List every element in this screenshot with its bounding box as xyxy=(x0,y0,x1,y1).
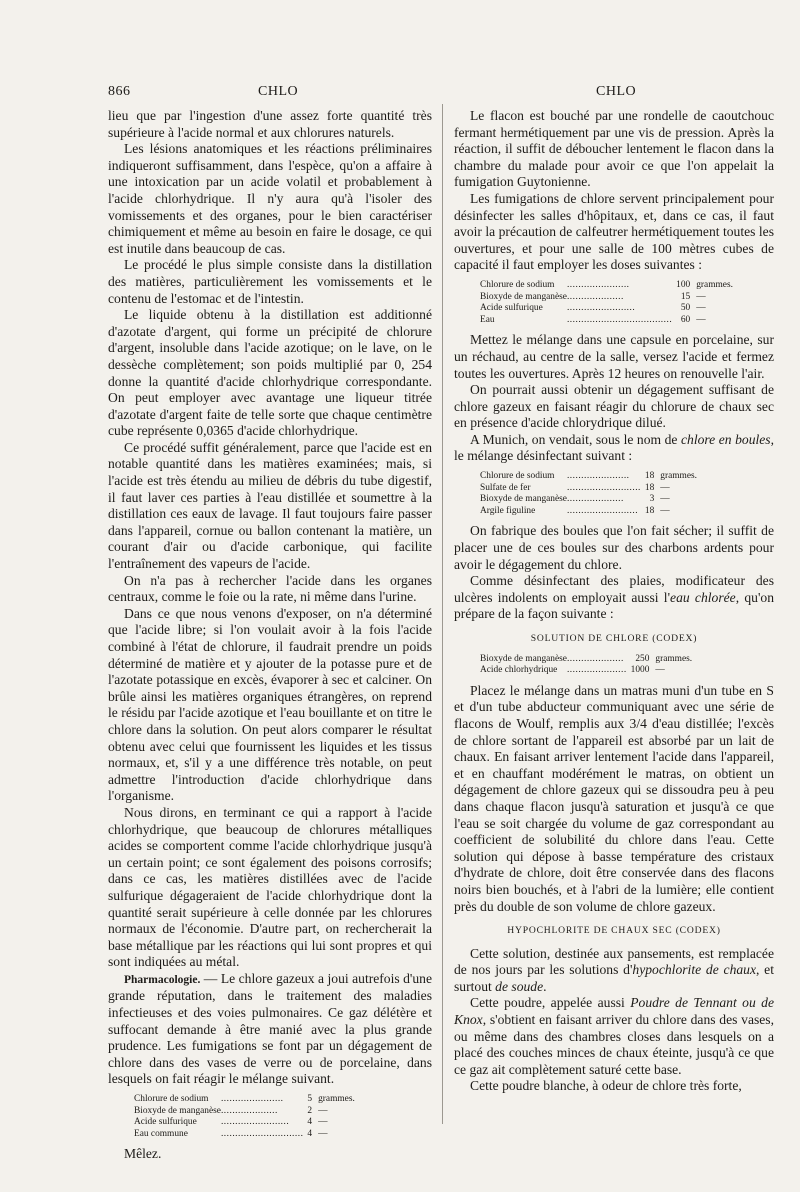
leader-dots: ........................ xyxy=(220,1117,290,1128)
ingredient-quantity: 50 xyxy=(680,303,691,314)
leader-dots: .......................... xyxy=(566,482,641,493)
right-column xyxy=(454,108,774,1095)
ingredient-name: Sulfate de fer xyxy=(480,482,531,493)
recipe-table xyxy=(480,471,697,517)
leader-dots: ........................ xyxy=(566,303,636,314)
paragraph xyxy=(454,946,774,996)
ingredient-name: Chlorure de sodium xyxy=(480,279,555,290)
paragraph: Mettez le mélange dans une capsule en porcelaine, sur un réchaud, au centre de la salle, versez l'acide et fermez toutes les ouvertures. Après 12 heures on renouvelle l'air. xyxy=(454,332,774,381)
ingredient-name: Eau commune xyxy=(134,1128,188,1139)
ingredient-quantity: 4 xyxy=(307,1128,313,1139)
recipe-row xyxy=(134,1106,355,1118)
paragraph: Placez le mélange dans un matras muni d'un tube en S et d'un tube abducteur communiquant avec une série de flacons de Woulf, remplis aux 3/4 d'eau distillée; l'excès de chlore sortant de l'appareil est absorbé par un lait de chaux. En faisant arriver lentement l'acide dans l'appareil, et en chauffant modérément le matras, on obtient un dégagement de chlore gazeux qui se dissoudra peu à peu dans chaque flacon jusqu'à saturation et jusqu'à ce que l'eau se soit chargée du volume de gaz correspondant au coefficient de solubilité du chlore dans l'eau. Cette solution qui dépose à basse température des cristaux d'hydrate de chlore, doit être conservée dans des flacons noirs bien bouchés, et à l'abri de la lumière; elle contient près du double de son volume de chlore gazeux. xyxy=(454,682,774,914)
ingredient-quantity: 3 xyxy=(649,494,655,505)
ingredient-unit: grammes. xyxy=(660,471,697,482)
ingredient-quantity: 4 xyxy=(307,1117,313,1128)
recipe-row xyxy=(134,1117,355,1129)
ingredient-quantity: 18 xyxy=(644,482,655,493)
ingredient-unit: grammes. xyxy=(655,653,693,664)
leader-dots: ............................. xyxy=(220,1128,304,1139)
ingredient-unit: grammes. xyxy=(318,1094,355,1105)
ingredient-name: Bioxyde de manganèse xyxy=(480,653,567,664)
recipe-row xyxy=(480,280,733,292)
ingredient-unit: — xyxy=(318,1117,328,1128)
section-heading-pharmacologie: Pharmacologie. xyxy=(124,973,201,986)
ingredient-quantity: 100 xyxy=(676,279,691,290)
ingredient-name: Chlorure de sodium xyxy=(134,1094,209,1105)
text: . xyxy=(543,978,547,994)
ingredient-unit: grammes. xyxy=(696,279,733,290)
ingredient-name: Bioxyde de manganèse xyxy=(134,1105,221,1116)
recipe-row xyxy=(134,1129,355,1141)
ingredient-unit: — xyxy=(660,505,670,516)
leader-dots: ..................................... xyxy=(566,314,673,325)
text: Cette poudre, appelée aussi xyxy=(470,995,631,1011)
recipe-row xyxy=(480,471,697,483)
recipe-row xyxy=(480,483,697,495)
ingredient-quantity: 15 xyxy=(680,291,691,302)
ingredient-unit: — xyxy=(696,303,706,314)
leader-dots: ......................... xyxy=(566,505,639,516)
leader-dots: .................... xyxy=(220,1105,278,1116)
ingredient-name: Acide sulfurique xyxy=(480,303,543,314)
text: Comme désinfectant des plaies, modificateur des ulcères indolents on employait aussi l' xyxy=(454,573,774,605)
text: Cette solution, destinée aux pansements, est remplacée de nos jours par les solutions d' xyxy=(454,945,774,978)
paragraph xyxy=(454,573,774,623)
paragraph: On n'a pas à rechercher l'acide dans les organes centraux, comme le foie ou la rate, ni même dans l'urine. xyxy=(108,572,432,605)
text: , qu'on prépare de la façon suivante : xyxy=(454,589,774,622)
leader-dots: ...................... xyxy=(220,1094,284,1105)
ingredient-unit: — xyxy=(655,665,665,676)
instruction-text: Mêlez. xyxy=(124,1146,162,1162)
ingredient-unit: — xyxy=(318,1105,328,1116)
recipe-row xyxy=(480,654,692,666)
paragraph: Nous dirons, en terminant ce qui a rapport à l'acide chlorhydrique, que beaucoup de chlorures métalliques acides se comportent comme l'acide chlorhydrique jusqu'à un certain point; ce sont également des poisons corrosifs; dans ce cas, les matières distillées avec de l'acide sulfurique dégageraient de l'acide chlorhydrique dont la quantité serait supérieure à celle donnée par les chlorures normaux de l'économie. D'autre part, on rechercherait la base métallique par les réactions qui lui sont propres et qui sont indiquées au métal. xyxy=(108,804,432,970)
leader-dots: .................... xyxy=(566,653,624,664)
ingredient-quantity: 2 xyxy=(307,1105,313,1116)
paragraph: Le liquide obtenu à la distillation est additionné d'azotate d'argent, qui forme un précipité de chlorure d'argent, insoluble dans l'acide azotique; on le lave, on le dessèche complètement; son poids multiplié par 0, 254 donne la quantité d'acide chlorhydrique correspondante. On peut employer avec avantage une liqueur titrée d'azotate d'argent faite de telle sorte que chaque centimètre cube représente 0,0365 d'acide chlorhydrique. xyxy=(108,307,432,439)
ingredient-name: Acide sulfurique xyxy=(134,1117,197,1128)
paragraph: Dans ce que nous venons d'exposer, on n'a déterminé que l'acide libre; si l'on voulait avoir à la fois l'acide combiné à l'état de chlorure, il faudrait prendre un poids déterminé de matière et y ajouter de la potasse pure et de l'azotate potassique en excès, évaporer à sec et calciner. On brûle ainsi les matières organiques étrangères, on reprend le résidu par l'acide azotique et l'eau bouillante et on titre le chlore dans la solution. On peut alors comparer le résultat obtenu avec celui que fournissent les liquides et les tissus normaux, et, s'il y a une différence très notable, on peut admettre l'introduction d'acide chlorhydrique dans l'organisme. xyxy=(108,605,432,804)
text: , et surtout xyxy=(454,962,774,994)
leader-dots: .................... xyxy=(566,494,624,505)
recipe-table xyxy=(480,654,692,677)
ingredient-name: Eau xyxy=(480,314,495,325)
ingredient-quantity: 1000 xyxy=(630,665,650,676)
right-running-title: CHLO xyxy=(596,84,637,99)
text: , s'obtient en faisant arriver du chlore dans des vases, ou même dans des chambres closes dans lesquels on a placé des couches minces de chaux éteinte, jusqu'à ce que ce gaz ait complètement saturé cette base. xyxy=(454,1012,774,1077)
section-heading-hypochlorite: HYPOCHLORITE DE CHAUX SEC (CODEX) xyxy=(507,925,721,937)
italic-text: de soude xyxy=(495,978,544,994)
ingredient-unit: — xyxy=(318,1128,328,1139)
left-running-title: CHLO xyxy=(258,84,299,99)
paragraph: lieu que par l'ingestion d'une assez forte quantité très supérieure à l'acide normal et aux chlorures naturels. xyxy=(108,108,432,140)
ingredient-name: Bioxyde de manganèse xyxy=(480,494,567,505)
paragraph: Le procédé le plus simple consiste dans la distillation des matières, particulièrement les vomissements et le contenu de l'estomac et de l'intestin. xyxy=(108,257,432,306)
ingredient-name: Bioxyde de manganèse xyxy=(480,291,567,302)
paragraph: Cette poudre blanche, à odeur de chlore très forte, xyxy=(470,1078,742,1094)
paragraph xyxy=(108,971,432,1088)
leader-dots: .................... xyxy=(566,291,624,302)
page-number: 866 xyxy=(108,84,131,99)
paragraph: Ce procédé suffit généralement, parce que l'acide est en notable quantité dans les matières examinées; mais, si l'acide est très étendu au milieu de débris du tube digestif, il faut laver ces parties à l'eau distillée et soumettre à la distillation ces eaux de lavage. Il faut toujours faire passer dans l'appareil, cornue ou ballon contenant la matière, un courant d'air ou d'acide carbonique, qui facilite l'entraînement des vapeurs de l'acide. xyxy=(108,439,432,572)
paragraph: On fabrique des boules que l'on fait sécher; il suffit de placer une de ces boules sur des charbons ardents pour avoir le dégagement du chlore. xyxy=(454,523,774,572)
ingredient-unit: — xyxy=(696,291,706,302)
recipe-row xyxy=(480,303,733,315)
ingredient-quantity: 18 xyxy=(644,471,655,482)
ingredient-name: Argile figuline xyxy=(480,505,536,516)
ingredient-unit: — xyxy=(696,314,706,325)
recipe-row xyxy=(480,494,697,506)
ingredient-name: Acide chlorhydrique xyxy=(480,665,558,676)
italic-text: eau chlorée xyxy=(670,589,736,605)
ingredient-name: Chlorure de sodium xyxy=(480,471,555,482)
leader-dots: ...................... xyxy=(566,279,630,290)
italic-text: chlore en boules xyxy=(680,431,771,447)
leader-dots: ..................... xyxy=(566,665,627,676)
ingredient-unit: — xyxy=(660,482,670,493)
paragraph: Les lésions anatomiques et les réactions préliminaires indiqueront suffisamment, dans l'espèce, qu'on a affaire à une intoxication par un acide volatil et probablement à l'acide chlorhydrique. Il n'y aura qu'à l'isoler des vomissements et des organes, pour le bien caractériser chimiquement et même au besoin en faire le dosage, ce qui est inutile dans beaucoup de cas. xyxy=(108,141,432,256)
recipe-row xyxy=(134,1094,355,1106)
paragraph: Le flacon est bouché par une rondelle de caoutchouc fermant hermétiquement par une vis de pression. Après la réaction, il suffit de déboucher lentement le flacon dans la chambre du malade pour avoir ce que l'on appelait la fumigation Guytonienne. xyxy=(454,108,774,190)
recipe-table xyxy=(134,1094,355,1140)
recipe-row xyxy=(480,292,733,304)
section-heading-solution: SOLUTION DE CHLORE (CODEX) xyxy=(530,633,698,644)
recipe-row xyxy=(480,506,697,518)
paragraph-text: — Le chlore gazeux a joui autrefois d'une grande réputation, dans le traitement des maladies infectieuses et des voies pulmonaires. Ce gaz délétère et suffocant demande à être manié avec la plus grande prudence. Les fumigations se font par un dégagement de chlore dans des vases de verre ou de porcelaine, dans lesquels on fait réagir le mélange suivant. xyxy=(108,970,432,1087)
recipe-table xyxy=(480,280,733,326)
paragraph: Les fumigations de chlore servent principalement pour désinfecter les salles d'hôpitaux, et, dans ce cas, il faut avoir la précaution de calfeutrer hermétiquement toutes les ouvertures, et pour une salle de 100 mètres cubes de capacité il faut employer les doses suivantes : xyxy=(454,190,774,273)
ingredient-quantity: 250 xyxy=(635,653,650,664)
italic-text: Poudre de Tennant ou de Knox xyxy=(454,995,775,1028)
left-column xyxy=(108,108,432,1163)
text: A Munich, on vendait, sous le nom de xyxy=(470,431,681,447)
ingredient-quantity: 60 xyxy=(680,314,691,325)
recipe-row xyxy=(480,665,692,677)
leader-dots: ...................... xyxy=(566,471,630,482)
text: , le mélange désinfectant suivant : xyxy=(454,431,774,464)
ingredient-quantity: 18 xyxy=(644,505,655,516)
ingredient-unit: — xyxy=(660,494,670,505)
paragraph: On pourrait aussi obtenir un dégagement suffisant de chlore gazeux en faisant réagir du chlorure de chaux sec en présence d'acide chlorydrique dilué. xyxy=(454,382,774,431)
italic-text: hypochlorite de chaux xyxy=(632,962,756,978)
paragraph xyxy=(454,432,774,465)
paragraph xyxy=(454,995,774,1078)
ingredient-quantity: 5 xyxy=(307,1094,313,1105)
recipe-row xyxy=(480,315,733,327)
column-divider xyxy=(442,104,443,1124)
